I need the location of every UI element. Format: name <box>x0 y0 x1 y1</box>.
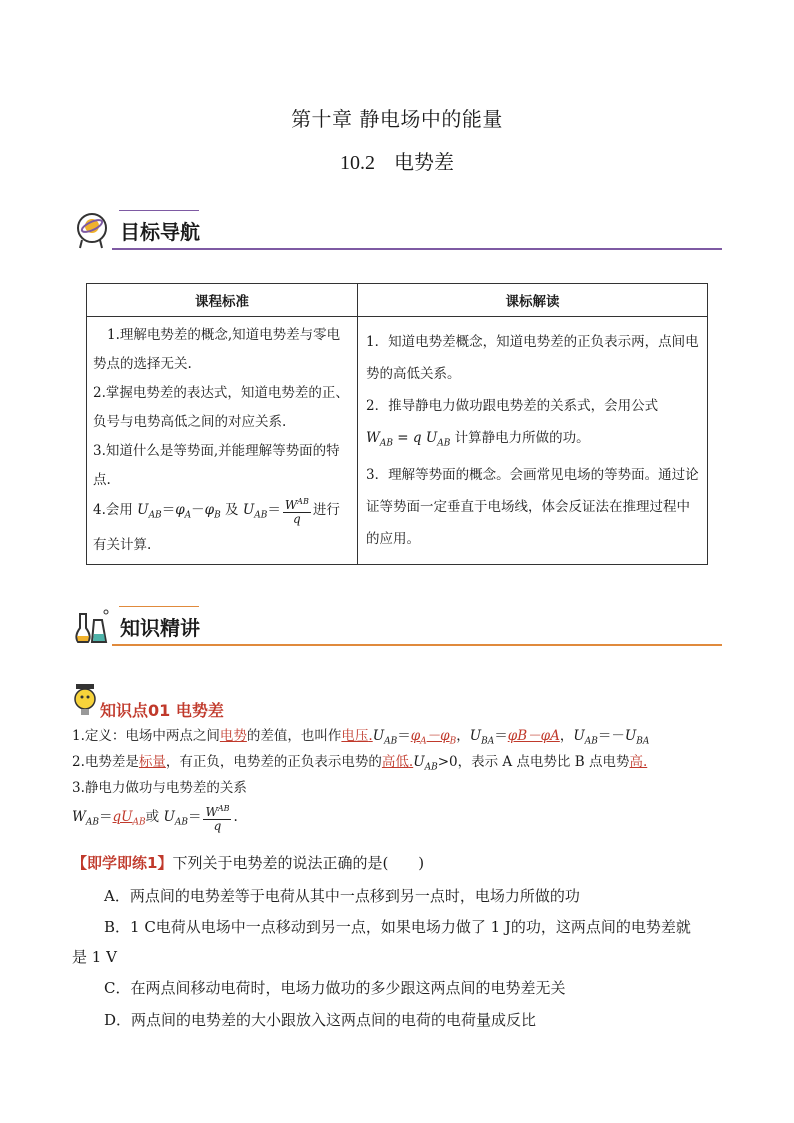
work-formula: $W_{AB}=qU_{AB}$或 $U_{AB}=$ $\frac{W^{AB}}{q}$ . <box>72 804 238 833</box>
standard-item: 3.知道什么是等势面,并能理解等势面的特点. <box>93 443 340 488</box>
brain-head-icon <box>72 210 112 250</box>
table-header-interpretation: 课标解读 <box>358 284 708 317</box>
scalar-line: 2.电势差是标量，有正负，电势差的正负表示电势的高低$.U_{AB}>0$，表示 A 点电势比 B 点电势高. <box>72 754 648 773</box>
definition-line: 1.定义：电场中两点之间电势的差值，也叫作电压$.U_{AB}=\varphi_A-\varphi_B$，$U_{BA}=\varphi B-\varphi A$，$U_{AB}=-U_{BA}$ <box>72 728 650 747</box>
standard-item: 2.掌握电势差的表达式，知道电势差的正、负号与电势高低之间的对应关系. <box>93 385 349 430</box>
interpretation-item: 1．知道电势差概念，知道电势差的正负表示两，点间电势的高低关系。 <box>366 333 699 382</box>
table-row <box>87 317 708 565</box>
interpretation-item-formula: $W_{AB} = q$ $U_{AB}$ 计算静电力所做的功。 <box>366 429 590 449</box>
option-b: B．1 C电荷从电场中一点移动到另一点，如果电场力做了 1 J的功，这两点间的电势差就 <box>104 918 691 936</box>
table-header-standard: 课程标准 <box>87 284 358 317</box>
knowledge-header <box>72 606 722 646</box>
interpretation-item: 2．推导静电力做功跟电势差的关系式，会用公式 <box>366 397 659 414</box>
standard-cell <box>87 317 358 565</box>
option-c: C．在两点间移动电荷时，电场力做功的多少跟这两点间的电势差无关 <box>104 979 566 997</box>
section-number: 10.2 <box>339 152 375 174</box>
option-d: D．两点间的电势差的大小跟放入这两点间的电荷的电荷量成反比 <box>104 1011 537 1029</box>
option-a: A．两点间的电势差等于电荷从其中一点移到另一点时，电场力所做的功 <box>104 887 580 905</box>
knowledge-point-title: 知识点01 电势差 <box>100 701 224 720</box>
option-b-continued: 是 1 V <box>72 948 117 966</box>
header-top-rule <box>119 606 199 607</box>
exercise-question: 【即学即练1】下列关于电势差的说法正确的是( ) <box>72 854 425 872</box>
lightbulb-icon <box>70 682 100 718</box>
interpretation-item: 3．理解等势面的概念。会画常见电场的等势面。通过论证等势面一定垂直于电场线，体会反证法在推理过程中的应用。 <box>366 467 699 548</box>
header-top-rule <box>119 210 199 211</box>
flask-icon <box>72 606 112 646</box>
standard-item: 1.理解电势差的概念,知道电势差与零电势点的选择无关. <box>93 327 341 372</box>
header-bottom-rule <box>112 644 722 646</box>
chapter-title: 第十章 静电场中的能量 <box>291 107 503 131</box>
header-bottom-rule <box>112 248 722 250</box>
section-title <box>0 146 794 175</box>
goal-nav-header <box>72 210 722 250</box>
interpretation-cell <box>358 317 708 565</box>
goal-nav-label: 目标导航 <box>120 220 200 244</box>
section-name: 电势差 <box>394 150 455 174</box>
curriculum-table <box>86 283 708 565</box>
standard-item-formula: 4.会用 $U_{AB}=\varphi_A-\varphi_B$ 及 $U_{AB}=$ $\frac{W^{AB}}{q}$ 进行有关计算. <box>93 497 340 553</box>
relation-heading: 3.静电力做功与电势差的关系 <box>72 780 247 796</box>
knowledge-label: 知识精讲 <box>120 616 200 640</box>
exercise-tag: 【即学即练1】 <box>72 854 173 872</box>
table-header-row <box>87 284 708 317</box>
